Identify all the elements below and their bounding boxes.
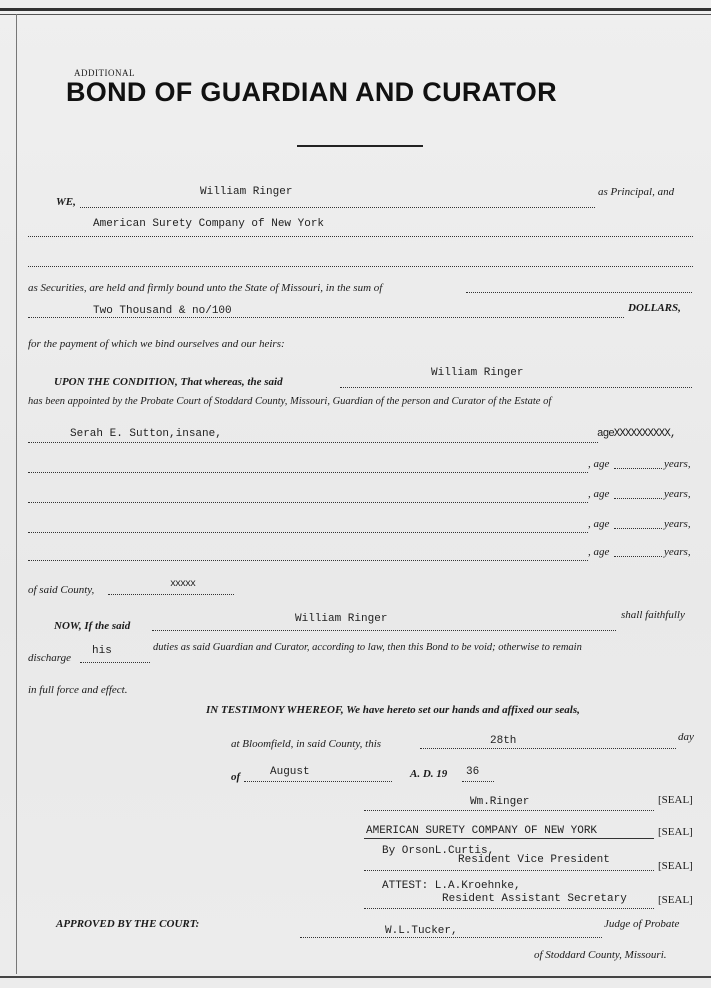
appointed-text: has been appointed by the Probate Court of Stoddard County, Missouri, Guardian of the person and Curator of the Estate of bbox=[28, 396, 552, 407]
pronoun-underline bbox=[80, 662, 150, 663]
ward-age-line-5 bbox=[614, 556, 662, 557]
now-lead: NOW, If the said bbox=[54, 620, 131, 632]
sum-underline bbox=[466, 292, 692, 293]
seal-4: [SEAL] bbox=[658, 894, 693, 906]
amount-underline bbox=[28, 317, 624, 318]
month-underline bbox=[244, 781, 392, 782]
approved-label: APPROVED BY THE COURT: bbox=[56, 918, 200, 930]
county-footer: of Stoddard County, Missouri. bbox=[534, 949, 667, 961]
principal-name: William Ringer bbox=[200, 186, 293, 198]
bottom-border bbox=[0, 976, 711, 978]
now-name: William Ringer bbox=[295, 613, 388, 625]
signature-attest-name: ATTEST: L.A.Kroehnke, bbox=[382, 880, 521, 892]
full-force-text: in full force and effect. bbox=[28, 684, 128, 696]
top-border-thin bbox=[0, 14, 711, 15]
pronoun: his bbox=[92, 645, 112, 657]
duties-text: duties as said Guardian and Curator, according to law, then this Bond to be void; otherwise to remain bbox=[153, 642, 582, 653]
left-border bbox=[16, 14, 17, 974]
ward-age-label-5: , age bbox=[588, 546, 610, 558]
year-underline bbox=[462, 781, 494, 782]
principal-underline bbox=[80, 207, 595, 208]
signature-line-4 bbox=[364, 908, 654, 909]
ward-years-3: years, bbox=[664, 488, 691, 500]
signature-vp-title: Resident Vice President bbox=[458, 854, 610, 866]
we-label: WE, bbox=[56, 196, 76, 208]
payment-text: for the payment of which we bind ourselves and our heirs: bbox=[28, 338, 285, 350]
judge-name: W.L.Tucker, bbox=[385, 925, 458, 937]
ward-years-5: years, bbox=[664, 546, 691, 558]
ward-underline-3 bbox=[28, 502, 588, 503]
at-bloomfield-text: at Bloomfield, in said County, this bbox=[231, 738, 382, 750]
judge-underline bbox=[300, 937, 602, 938]
county-value: xxxxx bbox=[170, 579, 196, 590]
condition-name: William Ringer bbox=[431, 367, 524, 379]
ward-years-2: years, bbox=[664, 458, 691, 470]
signature-surety: AMERICAN SURETY COMPANY OF NEW YORK bbox=[366, 825, 598, 837]
ward-underline-4 bbox=[28, 532, 588, 533]
as-principal-label: as Principal, and bbox=[598, 186, 675, 198]
year: 36 bbox=[466, 766, 480, 778]
day-underline bbox=[420, 748, 676, 749]
condition-name-underline bbox=[340, 387, 692, 388]
judge-title: Judge of Probate bbox=[604, 918, 680, 930]
signature-vp-name: By OrsonL.Curtis, bbox=[382, 845, 495, 857]
seal-1: [SEAL] bbox=[658, 794, 693, 806]
additional-label: ADDITIONAL bbox=[74, 68, 135, 78]
testimony-lead: IN TESTIMONY WHEREOF, We have hereto set our hands and affixed our seals, bbox=[206, 704, 580, 716]
condition-lead: UPON THE CONDITION, That whereas, the said bbox=[54, 376, 283, 388]
seal-2: [SEAL] bbox=[658, 826, 693, 838]
ward-age-label-3: , age bbox=[588, 488, 610, 500]
ward-age-line-2 bbox=[614, 468, 662, 469]
now-name-underline bbox=[152, 630, 616, 631]
shall-faithfully: shall faithfully bbox=[621, 609, 685, 621]
signature-line-2 bbox=[364, 838, 654, 839]
day-value: 28th bbox=[490, 735, 517, 747]
day-label: day bbox=[678, 731, 694, 743]
county-underline bbox=[108, 594, 234, 595]
signature-attest-title: Resident Assistant Secretary bbox=[442, 893, 627, 905]
document-title: BOND OF GUARDIAN AND CURATOR bbox=[66, 77, 557, 107]
securities-text: as Securities, are held and firmly bound unto the State of Missouri, in the sum of bbox=[28, 282, 383, 294]
seal-3: [SEAL] bbox=[658, 860, 693, 872]
ad-label: A. D. 19 bbox=[410, 768, 448, 780]
discharge-label: discharge bbox=[28, 652, 71, 664]
title-rule bbox=[297, 145, 423, 147]
ward-age-line-4 bbox=[614, 528, 662, 529]
surety-name: American Surety Company of New York bbox=[93, 218, 325, 230]
ward-underline-1 bbox=[28, 442, 598, 443]
signature-line-3 bbox=[364, 870, 654, 871]
of-said-county-label: of said County, bbox=[28, 584, 95, 596]
top-border bbox=[0, 8, 711, 11]
amount-words: Two Thousand & no/100 bbox=[93, 305, 232, 317]
ward-name-1: Serah E. Sutton,insane, bbox=[70, 428, 222, 440]
ward-age-label-2: , age bbox=[588, 458, 610, 470]
ward-age-label-4: , age bbox=[588, 518, 610, 530]
surety-underline bbox=[28, 236, 693, 237]
ward-underline-5 bbox=[28, 560, 588, 561]
ward-underline-2 bbox=[28, 472, 588, 473]
month: August bbox=[270, 766, 310, 778]
signature-line-1 bbox=[364, 810, 654, 811]
signature-principal: Wm.Ringer bbox=[470, 796, 530, 808]
blank-line-1 bbox=[28, 266, 693, 267]
dollars-label: DOLLARS, bbox=[628, 302, 681, 314]
of-label: of bbox=[231, 771, 241, 783]
ward-years-4: years, bbox=[664, 518, 691, 530]
ward-age-1: ageXXXXXXXXXX, bbox=[597, 428, 676, 440]
ward-age-line-3 bbox=[614, 498, 662, 499]
